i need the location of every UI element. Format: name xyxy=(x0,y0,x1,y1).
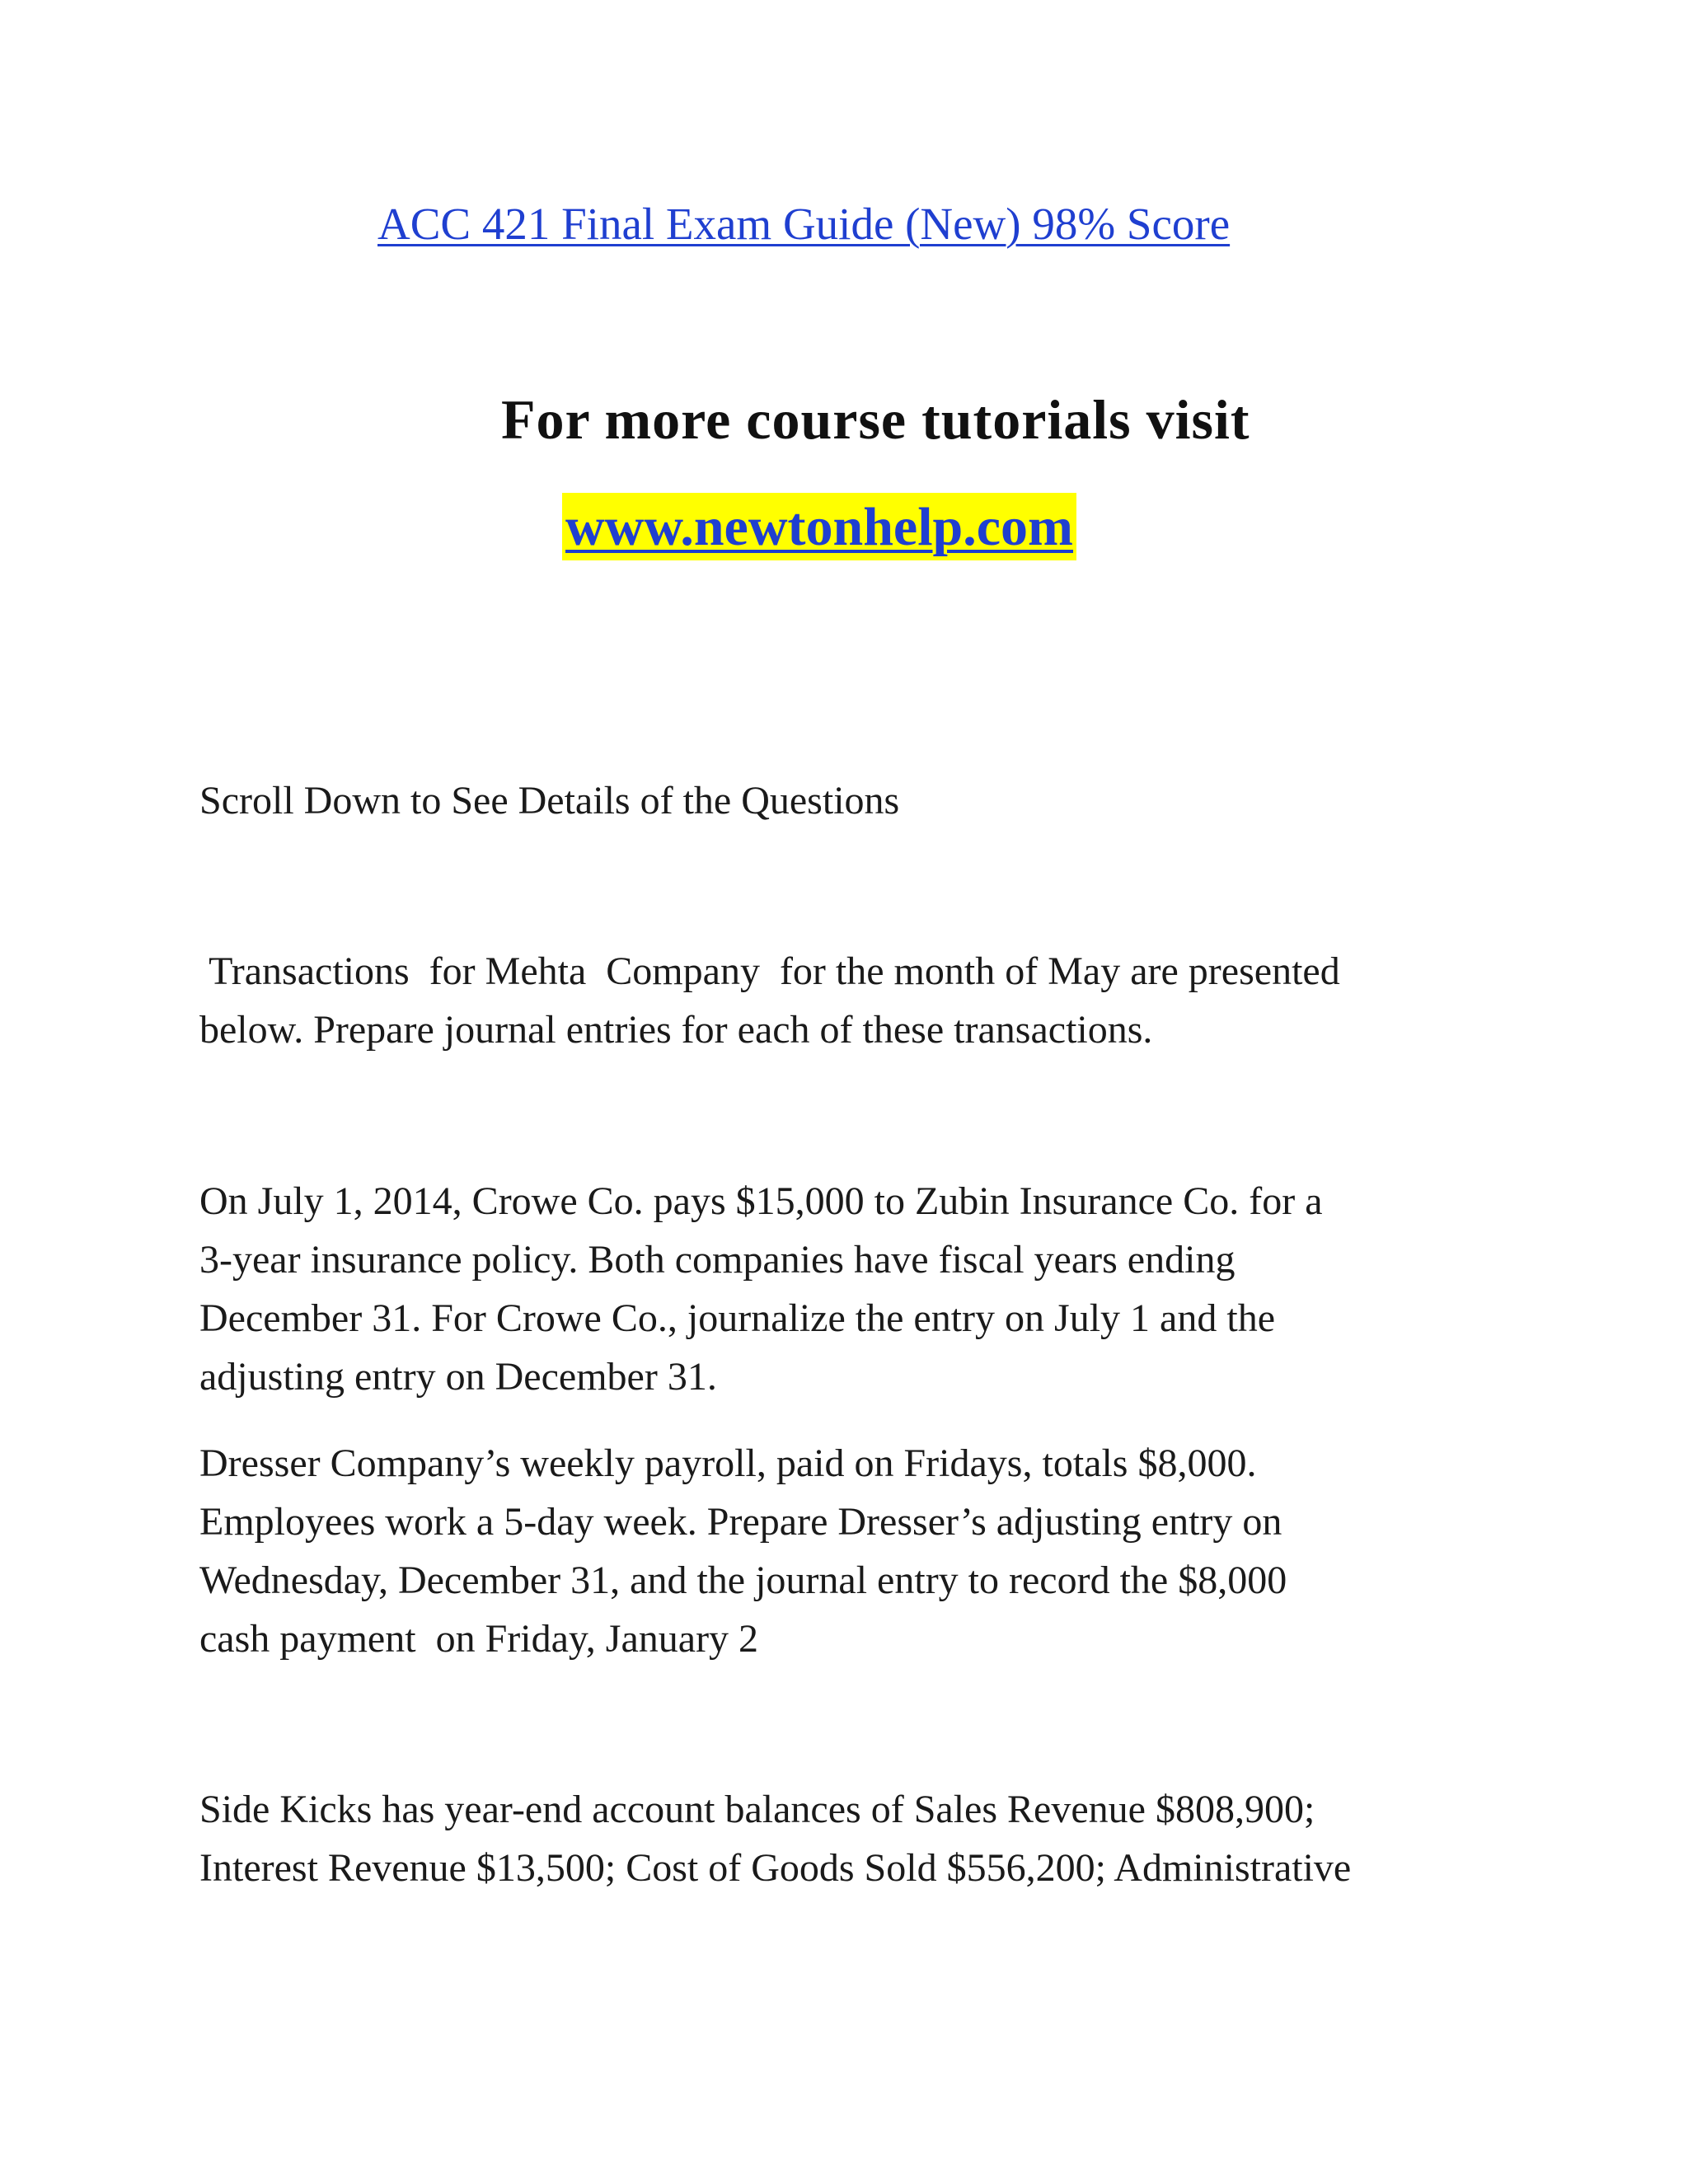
paragraph-side-kicks xyxy=(199,1780,1351,1897)
paragraph-line: Transactions for Mehta Company for the month of May are presented xyxy=(199,949,1340,993)
paragraph-line: Dresser Company’s weekly payroll, paid on Fridays, totals $8,000. xyxy=(199,1441,1257,1485)
paragraph-line: Side Kicks has year-end account balances of Sales Revenue $808,900; xyxy=(199,1788,1315,1831)
paragraph-line: adjusting entry on December 31. xyxy=(199,1355,717,1399)
intro-text: Scroll Down to See Details of the Questions xyxy=(199,779,900,823)
promo-heading: For more course tutorials visit xyxy=(501,388,1250,451)
paragraph-line: 3-year insurance policy. Both companies have fiscal years ending xyxy=(199,1238,1236,1282)
paragraph-mehta xyxy=(199,942,1340,1059)
promo-website-link[interactable]: www.newtonhelp.com xyxy=(562,493,1076,560)
paragraph-line: Employees work a 5-day week. Prepare Dresser’s adjusting entry on xyxy=(199,1500,1282,1544)
paragraph-line: cash payment on Friday, January 2 xyxy=(199,1617,759,1661)
paragraph-dresser xyxy=(199,1434,1287,1668)
paragraph-line: Wednesday, December 31, and the journal entry to record the $8,000 xyxy=(199,1558,1287,1602)
paragraph-line: Interest Revenue $13,500; Cost of Goods Sold $556,200; Administrative xyxy=(199,1846,1352,1890)
paragraph-line: On July 1, 2014, Crowe Co. pays $15,000 to Zubin Insurance Co. for a xyxy=(199,1179,1323,1223)
paragraph-line: below. Prepare journal entries for each of these transactions. xyxy=(199,1008,1153,1052)
title-link[interactable]: ACC 421 Final Exam Guide (New) 98% Score xyxy=(377,199,1231,249)
paragraph-line: December 31. For Crowe Co., journalize the entry on July 1 and the xyxy=(199,1296,1275,1340)
paragraph-crowe xyxy=(199,1172,1323,1406)
